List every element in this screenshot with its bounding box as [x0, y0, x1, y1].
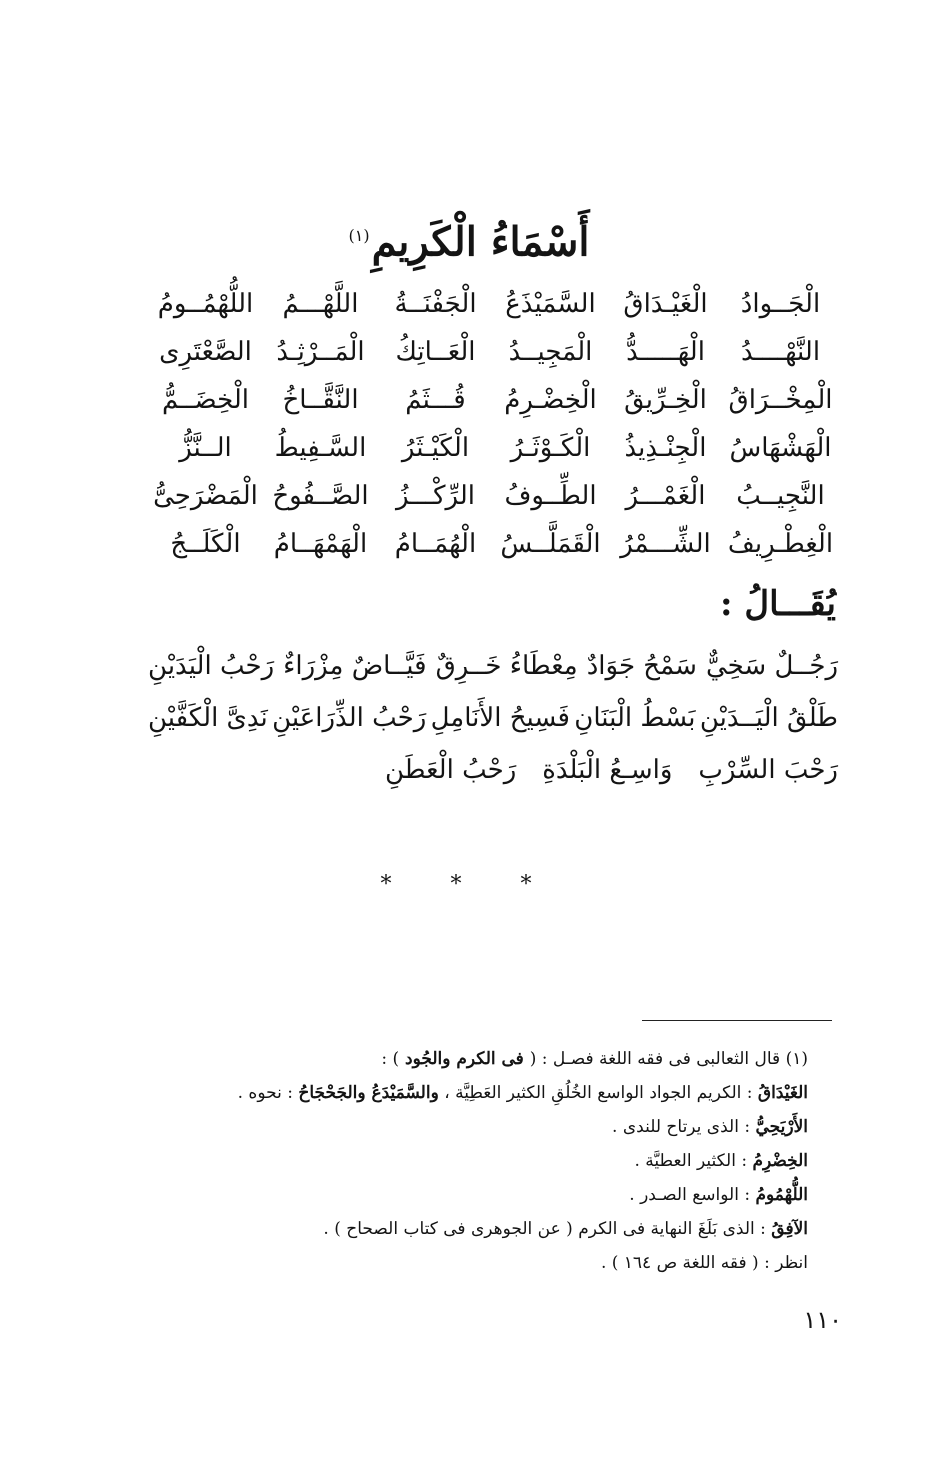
names-row	[148, 328, 838, 376]
footnote-text: : نحوه .	[237, 1083, 299, 1103]
name-word: الْمَــرْثِـدُ	[276, 337, 365, 367]
name-word: الْجِنْـذِيذُ	[624, 433, 707, 463]
name-word: الْمَضْرَحِىُّ	[153, 481, 258, 511]
name-word: الْمَجِيــدُ	[508, 337, 593, 367]
names-grid	[148, 280, 838, 568]
page-title	[0, 196, 938, 282]
name-word: النَّجِيــبُ	[736, 481, 825, 511]
footnote-line	[88, 1212, 808, 1246]
names-row	[148, 472, 838, 520]
name-word: الصَّعْتَرِى	[159, 337, 252, 367]
name-word: الْقَمَلَّــسُ	[500, 529, 601, 559]
name-word: الْجَفْنَــةُ	[394, 289, 477, 319]
footnote-line	[88, 1178, 808, 1212]
names-row	[148, 280, 838, 328]
name-word: اللَّهْـــمُ	[282, 289, 359, 319]
name-word: الْهَـــــدُّ	[626, 337, 705, 367]
name-word: النَّقَّــاخُ	[282, 385, 359, 415]
names-row	[148, 424, 838, 472]
section-separator: * * *	[380, 872, 558, 897]
footnote-line	[88, 1042, 808, 1076]
name-word: النَّهْــــدُ	[740, 337, 821, 367]
phrases-block	[148, 640, 838, 796]
phrase: طَلْقُ الْيَــدَيْنِ	[699, 703, 838, 733]
names-row	[148, 376, 838, 424]
phrase: نَدِىَّ الْكَفَّيْنِ	[148, 703, 268, 733]
footnote-rule	[642, 1020, 832, 1021]
phrase: بَسْطُ الْبَنَانِ	[574, 703, 696, 733]
name-word: الصَّــفُوحُ	[272, 481, 369, 511]
name-word: الْهَشْهَاسُ	[729, 433, 832, 463]
name-word: الْغَمْـــرُ	[625, 481, 706, 511]
name-word: الْغِطْـرِيفُ	[727, 529, 834, 559]
name-word: الْمِخْــرَاقُ	[728, 385, 833, 415]
footnote-line	[88, 1144, 808, 1178]
footnote-term: الآفِقُ	[771, 1219, 808, 1239]
phrase: سَمْحُ جَوَادٌ	[586, 651, 697, 681]
phrase: رَجُــلٌ سَخِيٌّ	[705, 651, 838, 681]
phrase: رَحْبَ السِّرْبِ	[698, 755, 838, 785]
footnote-text: : الكثير العطيَّة .	[634, 1151, 753, 1171]
phrase-row	[148, 744, 838, 796]
name-word: الشِّـــمْرُ	[620, 529, 711, 559]
footnote-text: (١) قال الثعالبى فى فقه اللغة فصـل : (	[529, 1049, 808, 1069]
footnote-term: الأَرْيَحِيُّ	[755, 1117, 808, 1137]
footnote-term: اللُّهْمُومُ	[755, 1185, 808, 1205]
name-word: الرِّكْـــزُ	[395, 481, 476, 511]
name-word: الْخِضْـرِمُ	[504, 385, 597, 415]
section-heading: يُقَـــالُ :	[720, 584, 836, 624]
name-word: الْعَــاتِكُ	[395, 337, 476, 367]
names-row	[148, 520, 838, 568]
title-text: أَسْمَاءُ الْكَرِيمِ	[371, 218, 590, 266]
name-word: اللُّهْمُــومُ	[157, 289, 254, 319]
footnote-text: : الواسع الصـدر .	[629, 1185, 756, 1205]
name-word: الْكَلَــجُ	[170, 529, 241, 559]
footnote-term: الخِضْرِمُ	[752, 1151, 808, 1171]
name-word: الْجَــوادُ	[740, 289, 821, 319]
phrase-row	[148, 640, 838, 692]
name-word: الْغَيْـدَاقُ	[623, 289, 708, 319]
phrase: رَحْبُ الْعَطَنِ	[385, 755, 517, 785]
name-word: السَّمَيْذَعُ	[505, 289, 596, 319]
footnotes	[88, 1042, 808, 1280]
phrase: مِعْطَاءُ خَــرِقٌ	[435, 651, 578, 681]
phrase: فَيَّــاضٌ مِزْرَاءٌ	[283, 651, 427, 681]
phrase-row	[148, 692, 838, 744]
footnote-term: والسَّمَيْدَعُ والجَحْجَاحُ	[298, 1083, 439, 1103]
footnote-marker: (١)	[348, 226, 370, 245]
phrase: وَاسِـعُ الْبَلْدَةِ	[542, 755, 673, 785]
name-word: الْهُمَــامُ	[394, 529, 477, 559]
name-word: الْهَمْهَــامُ	[273, 529, 368, 559]
name-word: السَّـفِيطُ	[274, 433, 367, 463]
footnote-term: الغَيْدَاقُ	[757, 1083, 808, 1103]
name-word: الطِّــوفُ	[504, 481, 597, 511]
name-word: قُـــثَمُ	[405, 385, 466, 415]
footnote-reference: انظر : ( فقه اللغة ص ١٦٤ ) .	[600, 1253, 808, 1273]
footnote-line	[88, 1110, 808, 1144]
name-word: الْكَيْـثَرُ	[401, 433, 470, 463]
footnote-line	[88, 1246, 808, 1280]
phrase: رَحْبُ الذِّرَاعَيْنِ	[272, 703, 427, 733]
footnote-text: : الكريم الجواد الواسع الخُلُقِ الكثير العَطِيَّة ،	[438, 1083, 758, 1103]
footnote-chapter-title: فى الكرم والجُود	[399, 1049, 530, 1069]
name-word: الْكَـوْثَـرُ	[510, 433, 591, 463]
name-word: الْخِضَــمُّ	[161, 385, 249, 415]
page-number: ١١٠	[803, 1306, 842, 1334]
footnote-text: ) :	[381, 1049, 400, 1069]
phrase: رَحْبُ الْيَدَيْنِ	[148, 651, 275, 681]
footnote-text: : الذى بَلَغَ النهاية فى الكرم ( عن الجوهرى فى كتاب الصحاح ) .	[323, 1219, 772, 1239]
name-word: الــنَّزُّ	[179, 433, 232, 463]
phrase: فَسِيحُ الأَنَامِلِ	[430, 703, 570, 733]
name-word: الْخِـرِّيقُ	[624, 385, 707, 415]
footnote-text: : الذى يرتاح للندى .	[612, 1117, 756, 1137]
footnote-line	[88, 1076, 808, 1110]
